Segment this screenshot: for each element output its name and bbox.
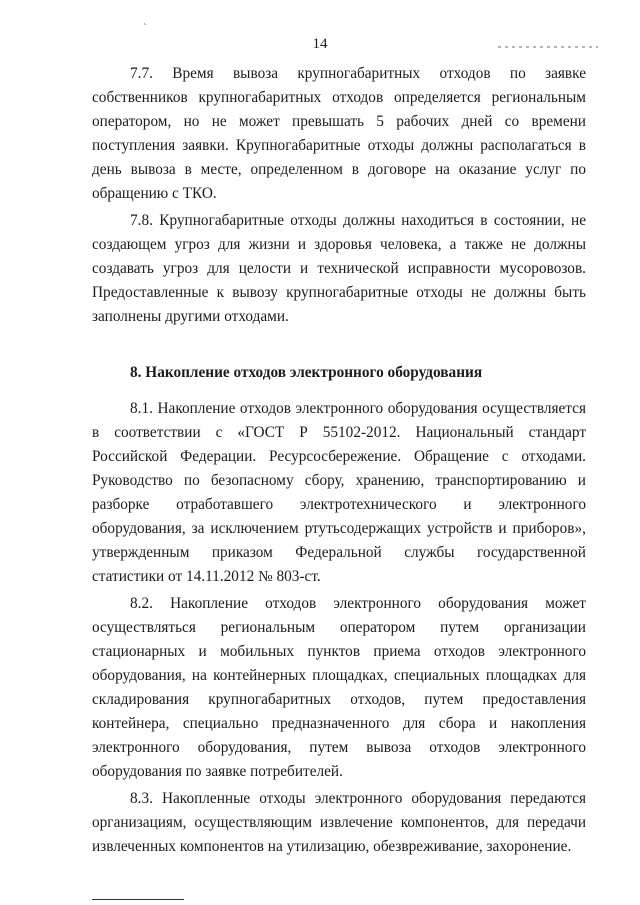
document-body — [92, 62, 586, 862]
paragraph-8-1: 8.1. Накопление отходов электронного оборудования осуществляется в соответствии с «ГОСТ Р 55102-2012. Национальный стандарт Российской Федерации. Ресурсосбережение. Обращение с отходами. Руководство по безопасному сбору, хранению, транспортированию и разборке отработавшего электротехнического и электронного оборудования, за исключением ртутьсодержащих устройств и приборов», утвержденным приказом Федеральной службы государственной статистики от 14.11.2012 № 803-ст. — [92, 400, 586, 585]
scan-artifact — [498, 46, 598, 48]
page-number: 14 — [312, 36, 328, 52]
footnote-divider — [92, 899, 184, 900]
scan-mark: ˋ — [143, 22, 147, 34]
paragraph-7-7: 7.7. Время вывоза крупногабаритных отходов по заявке собственников крупногабаритных отходов определяется региональным оператором, но не может превышать 5 рабочих дней со времени поступления заявки. Крупногабаритные отходы должны располагаться в день вывоза в месте, определенном в договоре на оказание услуг по обращению с ТКО. — [92, 65, 586, 202]
paragraph-7-8: 7.8. Крупногабаритные отходы должны находиться в состоянии, не создающем угроз для жизни и здоровья человека, а также не должны создавать угроз для целости и технической исправности мусоровозов. Предоставленные к вывозу крупногабаритные отходы не должны быть заполнены другими отходами. — [92, 212, 586, 325]
paragraph-8-2: 8.2. Накопление отходов электронного оборудования может осуществляться региональным оператором путем организации стационарных и мобильных пунктов приема отходов электронного оборудования, на контейнерных площадках, специальных площадках для складирования крупногабаритных отходов, путем предоставления контейнера, специально предназначенного для сбора и накопления электронного оборудования, путем вывоза отходов электронного оборудования по заявке потребителей. — [92, 595, 586, 780]
section-heading: 8. Накопление отходов электронного оборудования — [130, 364, 483, 381]
paragraph-8-3: 8.3. Накопленные отходы электронного оборудования передаются организациям, осуществляющим извлечение компонентов, для передачи извлеченных компонентов на утилизацию, обезвреживание, захоронение. — [92, 790, 586, 855]
